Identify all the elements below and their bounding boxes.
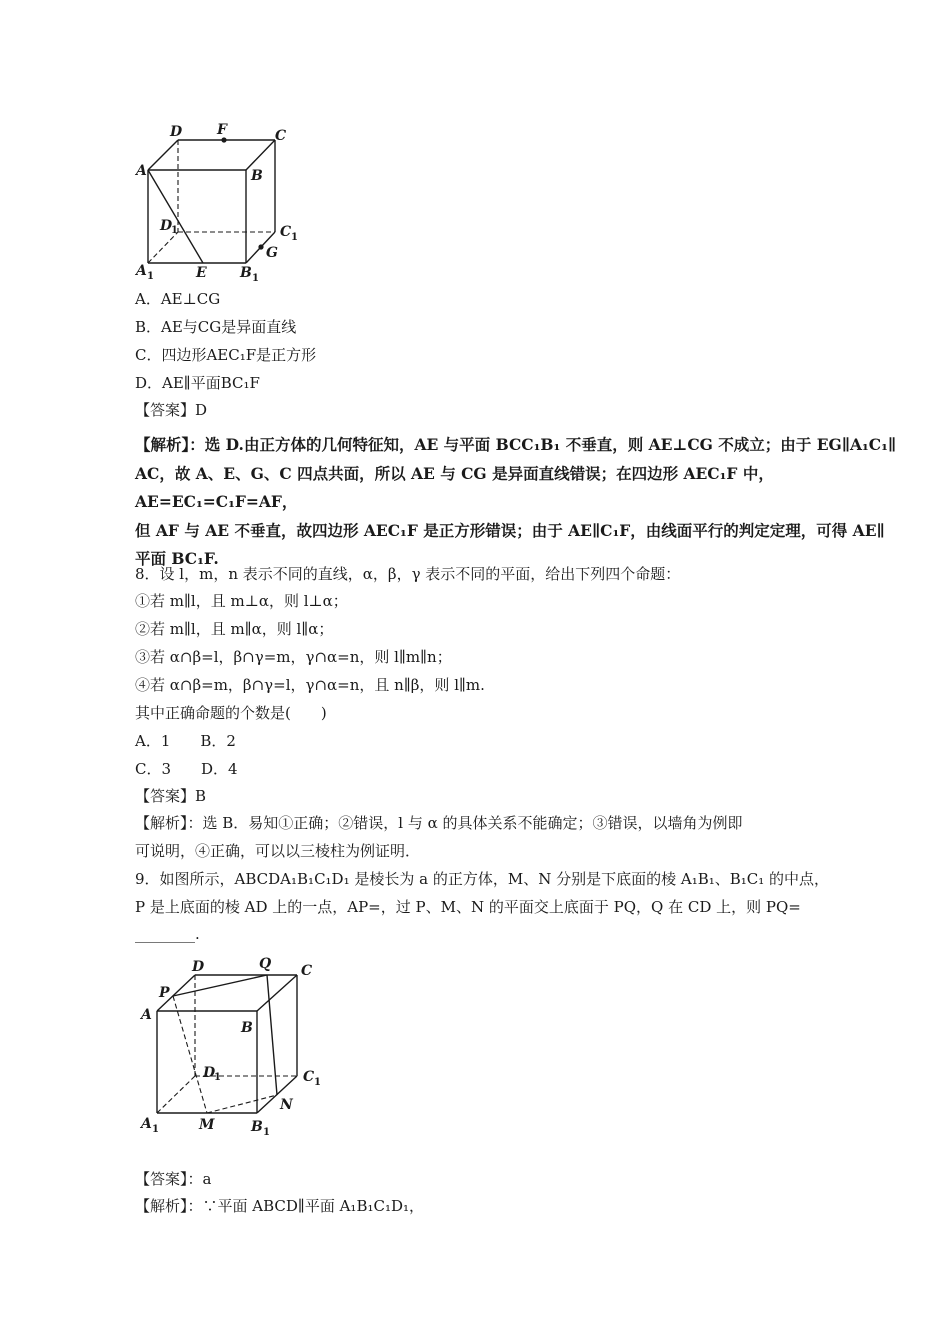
label-c1-sub: 1 xyxy=(314,1077,321,1088)
label-d: D xyxy=(192,959,205,975)
label-b1: B xyxy=(251,1119,263,1135)
q7-analysis-label: 【解析】 xyxy=(135,435,190,454)
q8-proposition-4: ④若 α∩β=m，β∩γ=l，γ∩α=n，且 n∥β，则 l∥m. xyxy=(135,676,485,694)
q7-option-c: C．四边形AEC₁F是正方形 xyxy=(135,346,317,364)
q7-analysis-line-1: 【解析】：选 D.由正方体的几何特征知，AE 与平面 BCC₁B₁ 不垂直，则 AE⊥CG 不成立；由于 EG∥A₁C₁∥ xyxy=(135,435,897,454)
label-b1: B xyxy=(240,265,252,281)
label-e: E xyxy=(196,265,207,281)
label-q: Q xyxy=(259,956,272,972)
label-c1-sub: 1 xyxy=(291,232,298,243)
q8-proposition-1: ①若 m∥l，且 m⊥α，则 l⊥α； xyxy=(135,592,348,610)
q8-stem: 8．设 l，m，n 表示不同的直线，α，β，γ 表示不同的平面，给出下列四个命题： xyxy=(135,565,681,583)
label-a1: A xyxy=(141,1116,152,1132)
cube-figure-1 xyxy=(130,120,310,285)
label-d1: D xyxy=(203,1065,216,1081)
point-f xyxy=(221,137,226,142)
label-a: A xyxy=(141,1007,152,1023)
label-g: G xyxy=(266,245,278,261)
label-a: A xyxy=(136,163,147,179)
q8-proposition-3: ③若 α∩β=l，β∩γ=m，γ∩α=n，则 l∥m∥n； xyxy=(135,648,452,666)
q7-answer: 【答案】D xyxy=(135,401,208,419)
q9-stem-line-3: ________. xyxy=(135,925,200,943)
q7-analysis xyxy=(135,431,900,574)
point-g xyxy=(258,244,263,249)
q9-stem-line-2: P 是上底面的棱 AD 上的一点，AP=，过 P、M、N 的平面交上底面于 PQ，Q 在 CD 上，则 PQ= xyxy=(135,898,801,916)
q9-analysis: 【解析】：∵平面 ABCD∥平面 A₁B₁C₁D₁， xyxy=(135,1197,425,1215)
label-c1: C xyxy=(303,1069,315,1085)
label-d1: D xyxy=(160,218,173,234)
q9-stem-line-1: 9．如图所示，ABCDA₁B₁C₁D₁ 是棱长为 a 的正方体，M、N 分别是下底面的棱 A₁B₁、B₁C₁ 的中点， xyxy=(135,870,830,888)
label-d: D xyxy=(170,124,183,140)
label-c: C xyxy=(301,963,313,979)
label-d1-sub: 1 xyxy=(171,225,178,236)
label-m: M xyxy=(199,1117,215,1133)
cube-figure-2 xyxy=(135,953,335,1138)
q8-options-row-2: C．3 D．4 xyxy=(135,760,238,778)
q8-analysis-line-1: 【解析】：选 B．易知①正确；②错误，l 与 α 的具体关系不能确定；③错误，以墙角为例即 xyxy=(135,814,743,832)
q8-analysis-line-2: 可说明，④正确，可以以三棱柱为例证明． xyxy=(135,842,421,860)
q8-question: 其中正确命题的个数是( ) xyxy=(135,704,327,722)
label-n: N xyxy=(280,1097,293,1113)
label-a1: A xyxy=(136,263,147,279)
label-c: C xyxy=(275,128,287,144)
label-b: B xyxy=(241,1020,253,1036)
q7-option-d: D．AE∥平面BC₁F xyxy=(135,374,260,392)
label-b: B xyxy=(251,168,263,184)
q9-answer: 【答案】：a xyxy=(135,1170,212,1188)
q8-answer: 【答案】B xyxy=(135,787,207,805)
label-b1-sub: 1 xyxy=(252,273,259,284)
label-b1-sub: 1 xyxy=(263,1127,270,1138)
q7-analysis-line-4: 平面 BC₁F. xyxy=(135,549,219,568)
q7-option-b: B．AE与CG是异面直线 xyxy=(135,318,297,336)
label-f: F xyxy=(217,122,227,138)
q8-proposition-2: ②若 m∥l，且 m∥α，则 l∥α； xyxy=(135,620,334,638)
q7-analysis-line-3: 但 AF 与 AE 不垂直，故四边形 AEC₁F 是正方形错误；由于 AE∥C₁F，由线面平行的判定定理，可得 AE∥ xyxy=(135,520,885,540)
label-p: P xyxy=(159,985,170,1001)
label-a1-sub: 1 xyxy=(147,271,154,282)
label-d1-sub: 1 xyxy=(214,1072,221,1083)
q8-options-row-1: A．1 B．2 xyxy=(135,732,236,750)
label-a1-sub: 1 xyxy=(152,1124,159,1135)
label-c1: C xyxy=(280,224,292,240)
q7-analysis-line-2: AC，故 A、E、G、C 四点共面，所以 AE 与 CG 是异面直线错误；在四边形 AEC₁F 中，AE=EC₁=C₁F=AF， xyxy=(135,463,774,511)
q7-option-a: A．AE⊥CG xyxy=(135,290,221,308)
